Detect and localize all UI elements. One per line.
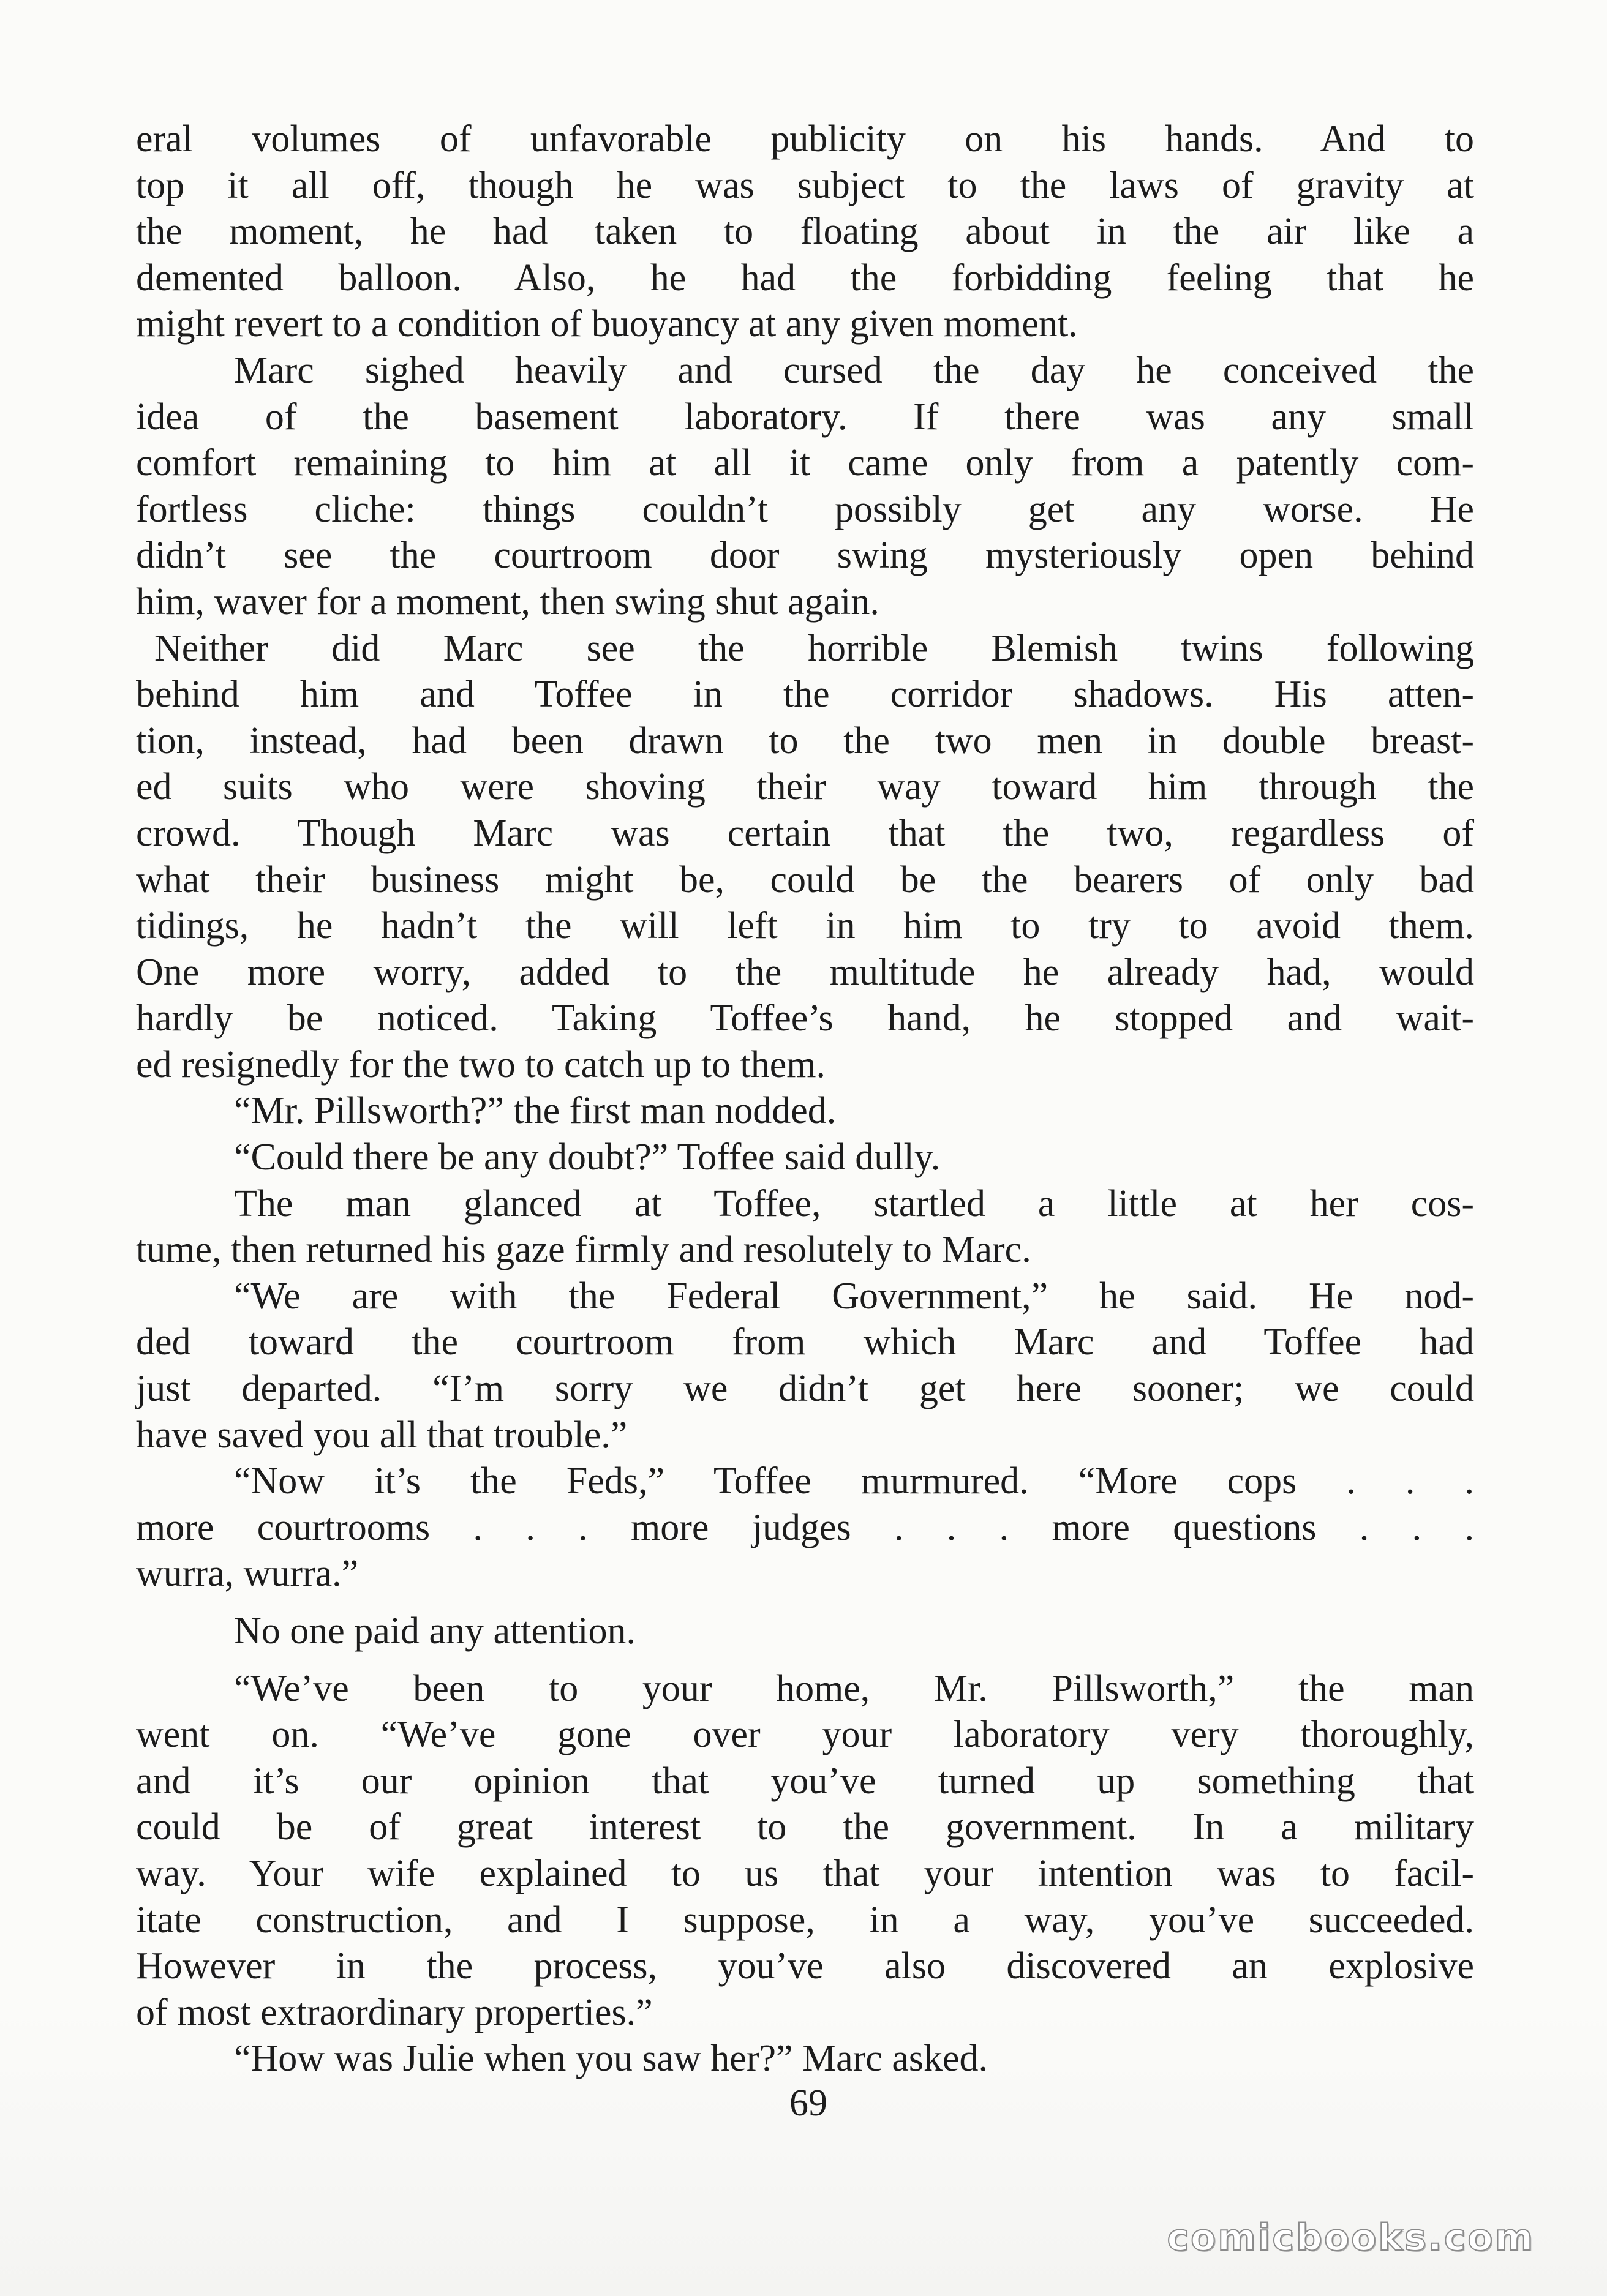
text-line: “Could there be any doubt?” Toffee said dully. — [234, 1136, 941, 1179]
text-line: ded toward the courtroom from which Marc and Toffee had — [136, 1321, 1474, 1364]
text-line: might revert to a condition of buoyancy at any given moment. — [136, 303, 1078, 345]
paragraph — [136, 1088, 1474, 1135]
text-line: didn’t see the courtroom door swing mysteriously open behind — [136, 535, 1474, 577]
text-line: could be of great interest to the government. In a military — [136, 1806, 1474, 1848]
text-line: top it all off, though he was subject to the laws of gravity at — [136, 164, 1474, 206]
text-line: way. Your wife explained to us that your intention was to facil- — [136, 1852, 1474, 1894]
paragraph — [136, 116, 1474, 348]
text-line: Neither did Marc see the horrible Blemish twins following — [154, 627, 1474, 669]
text-line: comfort remaining to him at all it came only from a patently com- — [136, 442, 1474, 484]
paragraph — [136, 1181, 1474, 1274]
text-line: crowd. Though Marc was certain that the two, regardless of — [136, 812, 1474, 854]
paragraph-gap — [136, 1655, 1474, 1666]
text-line: have saved you all that trouble.” — [136, 1414, 628, 1456]
text-line: what their business might be, could be the bearers of only bad — [136, 858, 1474, 901]
text-line: tion, instead, had been drawn to the two men in double breast- — [136, 719, 1474, 762]
text-line: One more worry, added to the multitude he already had, would — [136, 951, 1474, 993]
text-line: “We are with the Federal Government,” he said. He nod- — [234, 1275, 1474, 1317]
text-line: No one paid any attention. — [234, 1610, 636, 1652]
text-line: The man glanced at Toffee, startled a little at her cos- — [234, 1182, 1474, 1225]
paragraph — [136, 348, 1474, 626]
text-line: tume, then returned his gaze firmly and resolutely to Marc. — [136, 1229, 1031, 1271]
text-line: him, waver for a moment, then swing shut again. — [136, 580, 879, 623]
text-line: itate construction, and I suppose, in a way, you’ve succeeded. — [136, 1899, 1474, 1941]
text-line: tidings, he hadn’t the will left in him to try to avoid them. — [136, 905, 1474, 947]
paragraph — [136, 1274, 1474, 1458]
text-line: just departed. “I’m sorry we didn’t get here sooner; we could — [136, 1368, 1474, 1410]
text-line: the moment, he had taken to floating about in the air like a — [136, 211, 1474, 253]
text-line: “Now it’s the Feds,” Toffee murmured. “More cops . . . — [234, 1460, 1474, 1503]
text-line: fortless cliche: things couldn’t possibly get any worse. He — [136, 488, 1474, 530]
paragraph-gap — [136, 1597, 1474, 1608]
text-line: hardly be noticed. Taking Toffee’s hand, he stopped and wait- — [136, 997, 1474, 1040]
text-line: “We’ve been to your home, Mr. Pillsworth,” the man — [234, 1667, 1474, 1709]
watermark: comicbooks.com — [1167, 2216, 1535, 2259]
text-line: went on. “We’ve gone over your laboratory very thoroughly, — [136, 1714, 1474, 1756]
text-line: Marc sighed heavily and cursed the day he conceived the — [234, 349, 1474, 391]
text-line: and it’s our opinion that you’ve turned up something that — [136, 1760, 1474, 1802]
text-line: ed resignedly for the two to catch up to them. — [136, 1043, 826, 1086]
paragraph — [136, 1666, 1474, 2036]
text-line: “How was Julie when you saw her?” Marc asked. — [234, 2038, 988, 2080]
text-line: idea of the basement laboratory. If there was any small — [136, 396, 1474, 438]
text-line: behind him and Toffee in the corridor shadows. His atten- — [136, 673, 1474, 716]
page-number: 69 — [789, 2082, 827, 2124]
text-line: eral volumes of unfavorable publicity on his hands. And to — [136, 118, 1474, 160]
paragraph — [136, 1458, 1474, 1597]
text-line: demented balloon. Also, he had the forbidding feeling that he — [136, 257, 1474, 299]
text-line: However in the process, you’ve also discovered an explosive — [136, 1945, 1474, 1987]
paragraph — [136, 2036, 1474, 2082]
text-line: ed suits who were shoving their way toward him through the — [136, 766, 1474, 808]
body-text — [136, 116, 1474, 2082]
text-line: “Mr. Pillsworth?” the first man nodded. — [234, 1090, 837, 1132]
paragraph — [136, 1135, 1474, 1181]
paragraph — [136, 626, 1474, 1089]
text-line: more courtrooms . . . more judges . . . more questions . . . — [136, 1506, 1474, 1548]
text-line: wurra, wurra.” — [136, 1553, 359, 1595]
paragraph — [136, 1608, 1474, 1655]
text-line: of most extraordinary properties.” — [136, 1991, 653, 2033]
